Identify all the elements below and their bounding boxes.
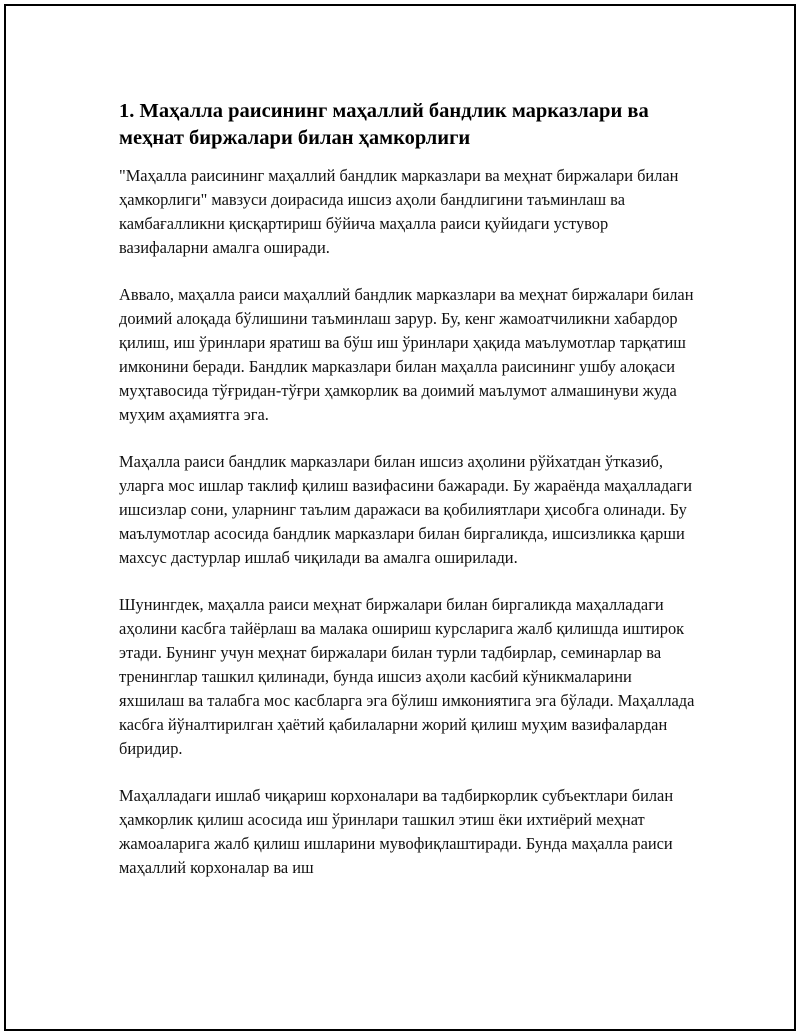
paragraph-1: "Маҳалла раисининг маҳаллий бандлик марказлари ва меҳнат биржалари билан ҳамкорлиги" мавзуси доирасида ишсиз аҳоли бандлигини таъминлаш ва камбағалликни қисқартириш бўйича маҳалла раиси қуйидаги устувор вазифаларни амалга оширади. [119, 166, 679, 257]
paragraph-2: Аввало, маҳалла раиси маҳаллий бандлик марказлари ва меҳнат биржалари билан доимий алоқада бўлишини таъминлаш зарур. Бу, кенг жамоатчиликни хабардор қилиш, иш ўринлари яратиш ва бўш иш ўринлари ҳақида маълумотлар тарқатиш имконини беради. Бандлик марказлари билан маҳалла раисининг ушбу алоқаси муҳтавосида тўғридан-тўғри ҳамкорлик ва доимий маълумот алмашинуви жуда муҳим аҳамиятга эга. [119, 285, 694, 424]
section-heading: 1. Маҳалла раисининг маҳаллий бандлик марказлари ва меҳнат биржалари билан ҳамкорлиги [119, 100, 649, 149]
paragraph-4: Шунингдек, маҳалла раиси меҳнат биржалари билан биргаликда маҳалладаги аҳолини касбга тайёрлаш ва малака ошириш курсларига жалб қилишда иштирок этади. Бунинг учун меҳнат биржалари билан турли тадбирлар, семинарлар ва тренинглар ташкил қилинади, бунда ишсиз аҳоли касбий кўникмаларини яхшилаш ва талабга мос касбларга эга бўлиш имкониятига эга бўлади. Маҳаллада касбга йўналтирилган ҳаётий қабилаларни жорий қилиш муҳим вазифалардан биридир. [119, 595, 695, 758]
paragraph-5: Маҳалладаги ишлаб чиқариш корхоналари ва тадбиркорлик субъектлари билан ҳамкорлик қилиш асосида иш ўринлари ташкил этиш ёки ихтиёрий меҳнат жамоаларига жалб қилиш ишларини мувофиқлаштиради. Бунда маҳалла раиси маҳаллий корхоналар ва иш [119, 786, 674, 877]
document-body [119, 98, 699, 903]
document-page [4, 4, 796, 1031]
paragraph-3: Маҳалла раиси бандлик марказлари билан ишсиз аҳолини рўйхатдан ўтказиб, уларга мос ишлар таклиф қилиш вазифасини бажаради. Бу жараёнда маҳалладаги ишсизлар сони, уларнинг таълим даражаси ва қобилиятлари ҳисобга олинади. Бу маълумотлар асосида бандлик марказлари билан биргаликда, ишсизликка қарши махсус дастурлар ишлаб чиқилади ва амалга оширилади. [119, 452, 693, 567]
